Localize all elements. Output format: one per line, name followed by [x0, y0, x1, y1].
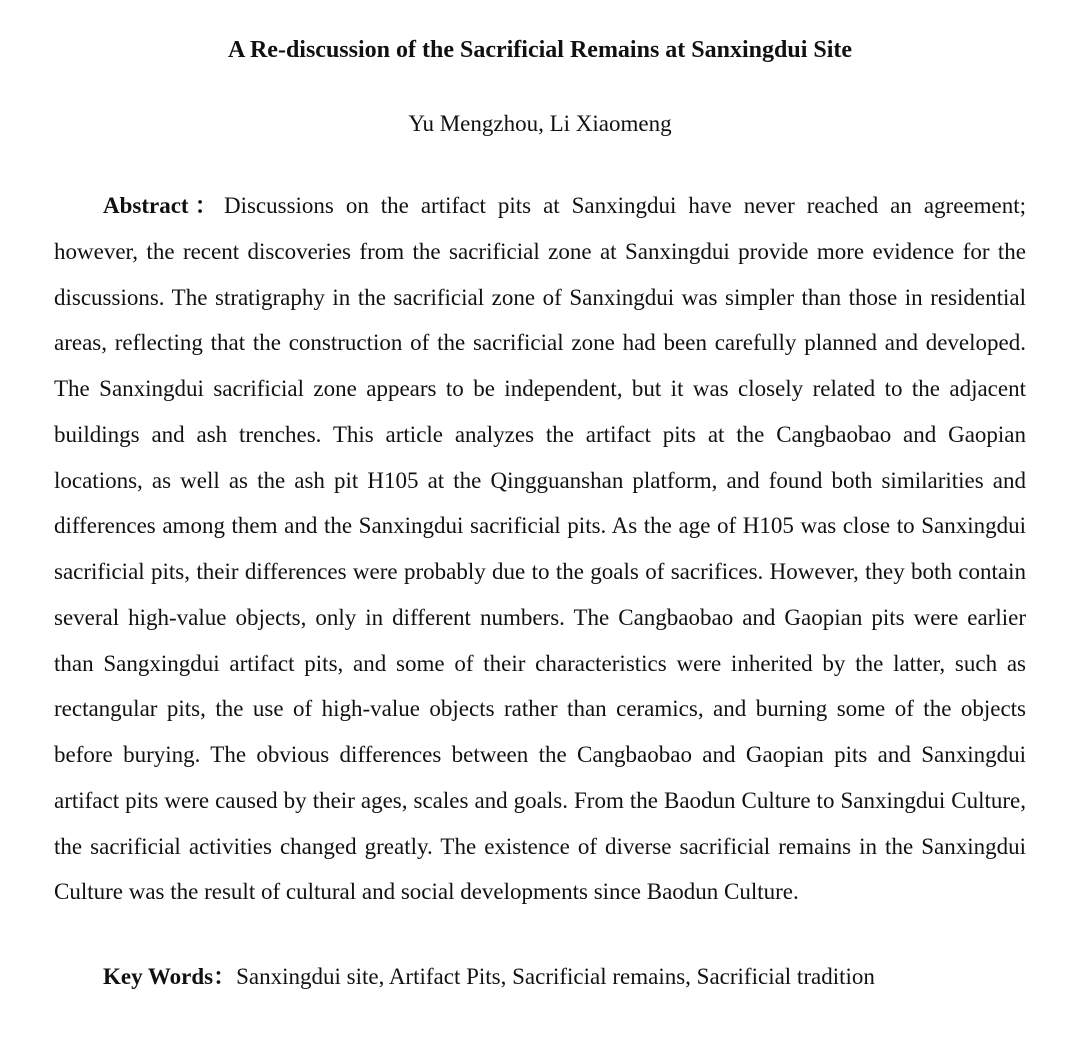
abstract-label: Abstract： [103, 193, 224, 218]
keywords-text: Sanxingdui site, Artifact Pits, Sacrificial remains, Sacrificial tradition [236, 964, 875, 989]
abstract-text: Discussions on the artifact pits at Sanxingdui have never reached an agreement; however, the recent discoveries from the sacrificial zone at Sanxingdui provide more evidence for the discussions. The stratigraphy in the sacrificial zone of Sanxingdui was simpler than those in residential areas, reflecting that the construction of the sacrificial zone had been carefully planned and developed. The Sanxingdui sacrificial zone appears to be independent, but it was closely related to the adjacent buildings and ash trenches. This article analyzes the artifact pits at the Cangbaobao and Gaopian locations, as well as the ash pit H105 at the Qingguanshan platform, and found both similarities and differences among them and the Sanxingdui sacrificial pits. As the age of H105 was close to Sanxingdui sacrificial pits, their differences were probably due to the goals of sacrifices. However, they both contain several high-value objects, only in different numbers. The Cangbaobao and Gaopian pits were earlier than Sangxingdui artifact pits, and some of their characteristics were inherited by the latter, such as rectangular pits, the use of high-value objects rather than ceramics, and burning some of the objects before burying. The obvious differences between the Cangbaobao and Gaopian pits and Sanxingdui artifact pits were caused by their ages, scales and goals. From the Baodun Culture to Sanxingdui Culture, the sacrificial activities changed greatly. The existence of diverse sacrificial remains in the Sanxingdui Culture was the result of cultural and social developments since Baodun Culture. [54, 193, 1026, 905]
keywords-label: Key Words： [103, 964, 237, 989]
abstract-section [54, 183, 1026, 915]
paper-title: A Re-discussion of the Sacrificial Remains at Sanxingdui Site [227, 37, 853, 63]
paper-authors: Yu Mengzhou, Li Xiaomeng [408, 111, 672, 136]
keywords-section [54, 959, 1026, 995]
